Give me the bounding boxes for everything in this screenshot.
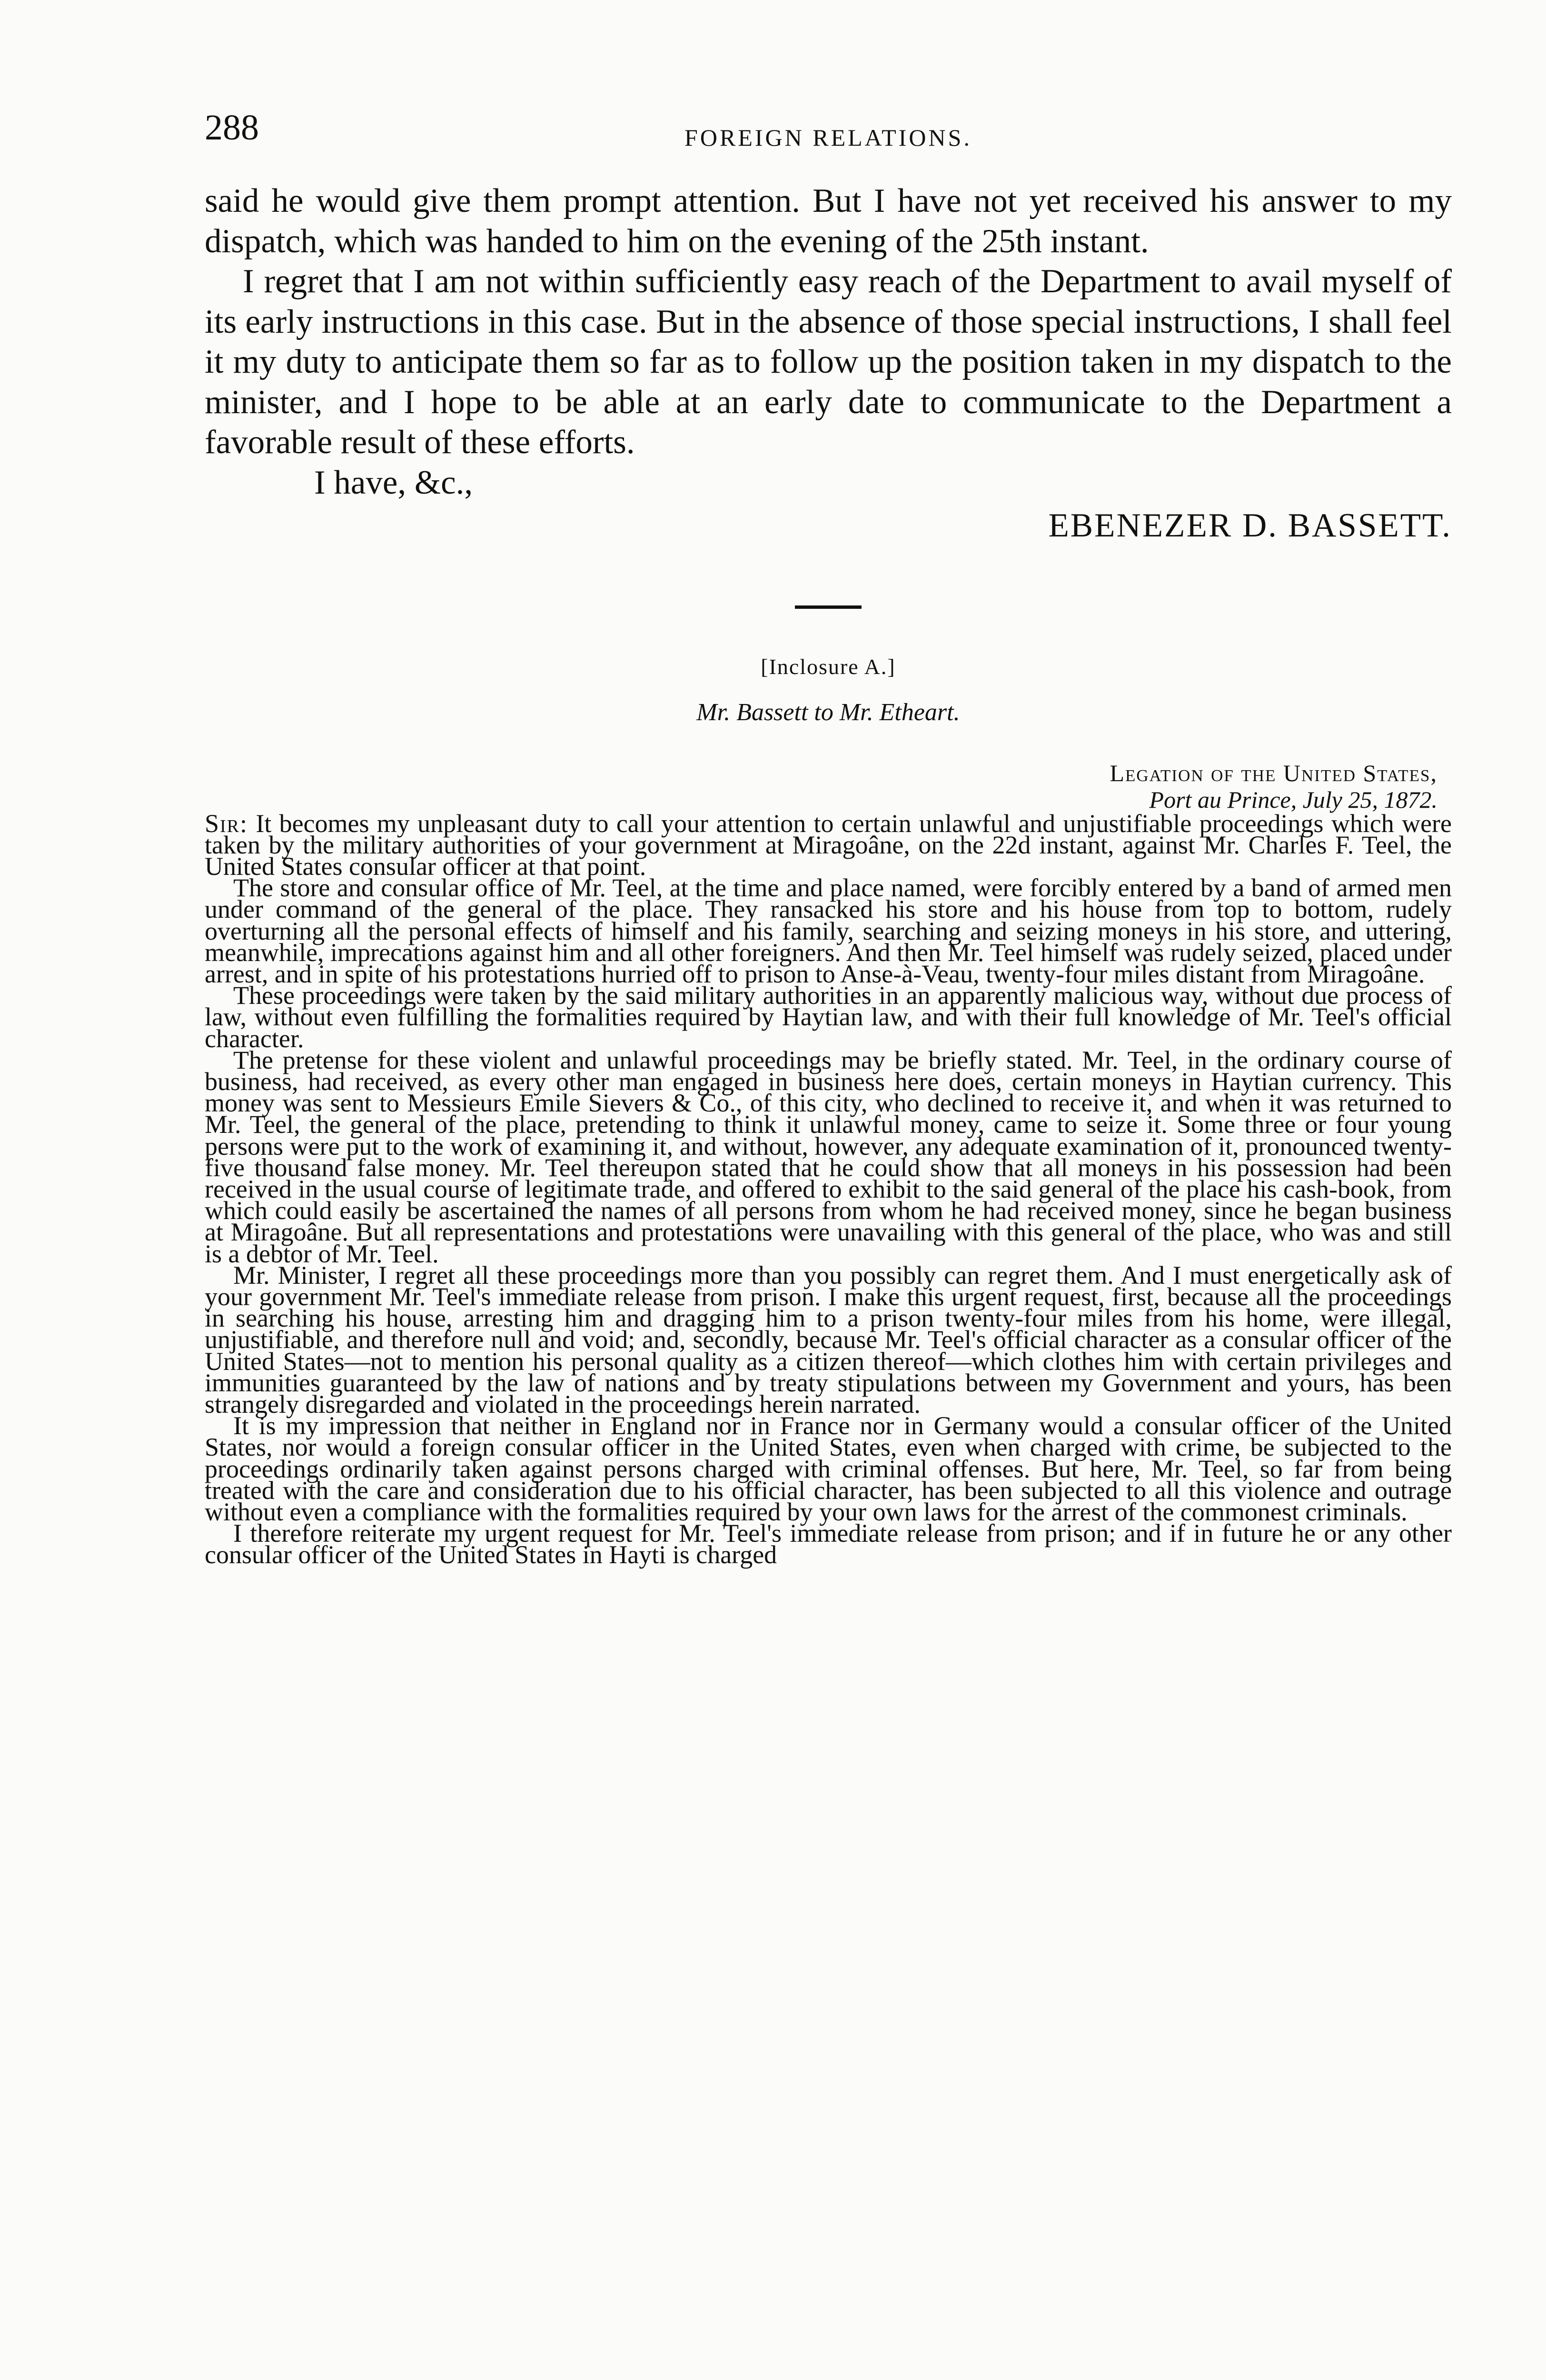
letter-continuation [205,181,1452,546]
legation-line: Legation of the United States, [1110,759,1437,786]
letter1-paragraph: I regret that I am not within sufficiently easy reach of the Department to avail myself of its early instructions in this case. But in the absence of those special instructions, I shall feel it my duty to anticipate them so far as to follow up the position taken in my dispatch to the minister, and I hope to be able at an early date to communicate to the Department a favorable result of these efforts. [205,263,1452,461]
letter1-signature: EBENEZER D. BASSETT. [1048,507,1452,544]
page-number: 288 [205,108,259,148]
place-date: Port au Prince, July 25, 1872. [1149,786,1437,813]
running-title: FOREIGN RELATIONS. [684,124,972,151]
letter1-paragraph: said he would give them prompt attention. But I have not yet received his answer to my dispatch, which was handed to him on the evening of the 25th instant. [205,182,1452,260]
letter-body [205,809,1452,1569]
letter-heading: Mr. Bassett to Mr. Etheart. [696,698,960,726]
letter2-paragraph: Mr. Minister, I regret all these proceedings more than you possibly can regret them. And I must energetically ask of your government Mr. Teel's immediate release from prison. I make this urgent request, first, because all the proceedings in searching his house, arresting him and dragging him to a prison twenty-four miles from his home, were illegal, unjustifiable, and therefore null and void; and, secondly, because Mr. Teel's official character as a consular officer of the United States—not to mention his personal quality as a citizen thereof—which clothes him with certain privileges and immunities guaranteed by the law of nations and by treaty stipulations between my Government and yours, has been strangely disregarded and violated in the proceedings herein narrated. [205,1260,1452,1418]
page-header [205,109,1452,181]
document-page [205,108,1452,1569]
letter2-paragraph-text: It becomes my unpleasant duty to call your attention to certain unlawful and unjustifiable proceedings which were taken by the military authorities of your government at Miragoâne, on the 22d instant, against Mr. Charles F. Teel, the United States consular officer at that point. [205,809,1452,881]
letter2-paragraph: It is my impression that neither in England nor in France nor in Germany would a consular officer of the United States, nor would a foreign consular officer in the United States, even when charged with crime, be subjected to the proceedings ordinarily taken against persons charged with criminal offenses. But here, Mr. Teel, so far from being treated with the care and consideration due to his official character, has been subjected to all this violence and outrage without even a compliance with the formalities required by your own laws for the arrest of the commonest criminals. [205,1411,1452,1526]
salutation: Sir: [205,809,248,838]
legation-dateline [205,760,1452,813]
letter2-paragraph [205,809,1452,881]
letter1-closing: I have, &c., [314,464,473,501]
inclosure-label: [Inclosure A.] [761,654,896,679]
letter2-paragraph: These proceedings were taken by the said military authorities in an apparently malicious way, without due process of law, without even fulfilling the formalities required by Haytian law, and with their full knowledge of Mr. Teel's official character. [205,981,1452,1053]
letter2-paragraph: The store and consular office of Mr. Teel, at the time and place named, were forcibly entered by a band of armed men under command of the general of the place. They ransacked his store and his house from top to bottom, rudely overturning all the personal effects of himself and his family, searching and seizing moneys in his store, and uttering, meanwhile, imprecations against him and all other foreigners. And then Mr. Teel himself was rudely seized, placed under arrest, and in spite of his protestations hurried off to prison to Anse-à-Veau, twenty-four miles distant from Miragoâne. [205,873,1452,988]
section-divider [795,605,862,609]
letter2-paragraph: The pretense for these violent and unlawful proceedings may be briefly stated. Mr. Teel, in the ordinary course of business, had received, as every other man engaged in business here does, certain moneys in Haytian currency. This money was sent to Messieurs Emile Sievers & Co., of this city, who declined to receive it, and when it was returned to Mr. Teel, the general of the place, pretending to think it unlawful money, came to seize it. Some three or four young persons were put to the work of examining it, and without, however, any adequate examination of it, pronounced twenty-five thousand false money. Mr. Teel thereupon stated that he could show that all moneys in his possession had been received in the usual course of legitimate trade, and offered to exhibit to the said general of the place his cash-book, from which could easily be ascertained the names of all persons from whom he had received money, since he began business at Miragoâne. But all representations and protestations were unavailing with this general of the place, who was and still is a debtor of Mr. Teel. [205,1045,1452,1268]
letter2-paragraph: I therefore reiterate my urgent request for Mr. Teel's immediate release from prison; and if in future he or any other consular officer of the United States in Hayti is charged [205,1519,1452,1569]
